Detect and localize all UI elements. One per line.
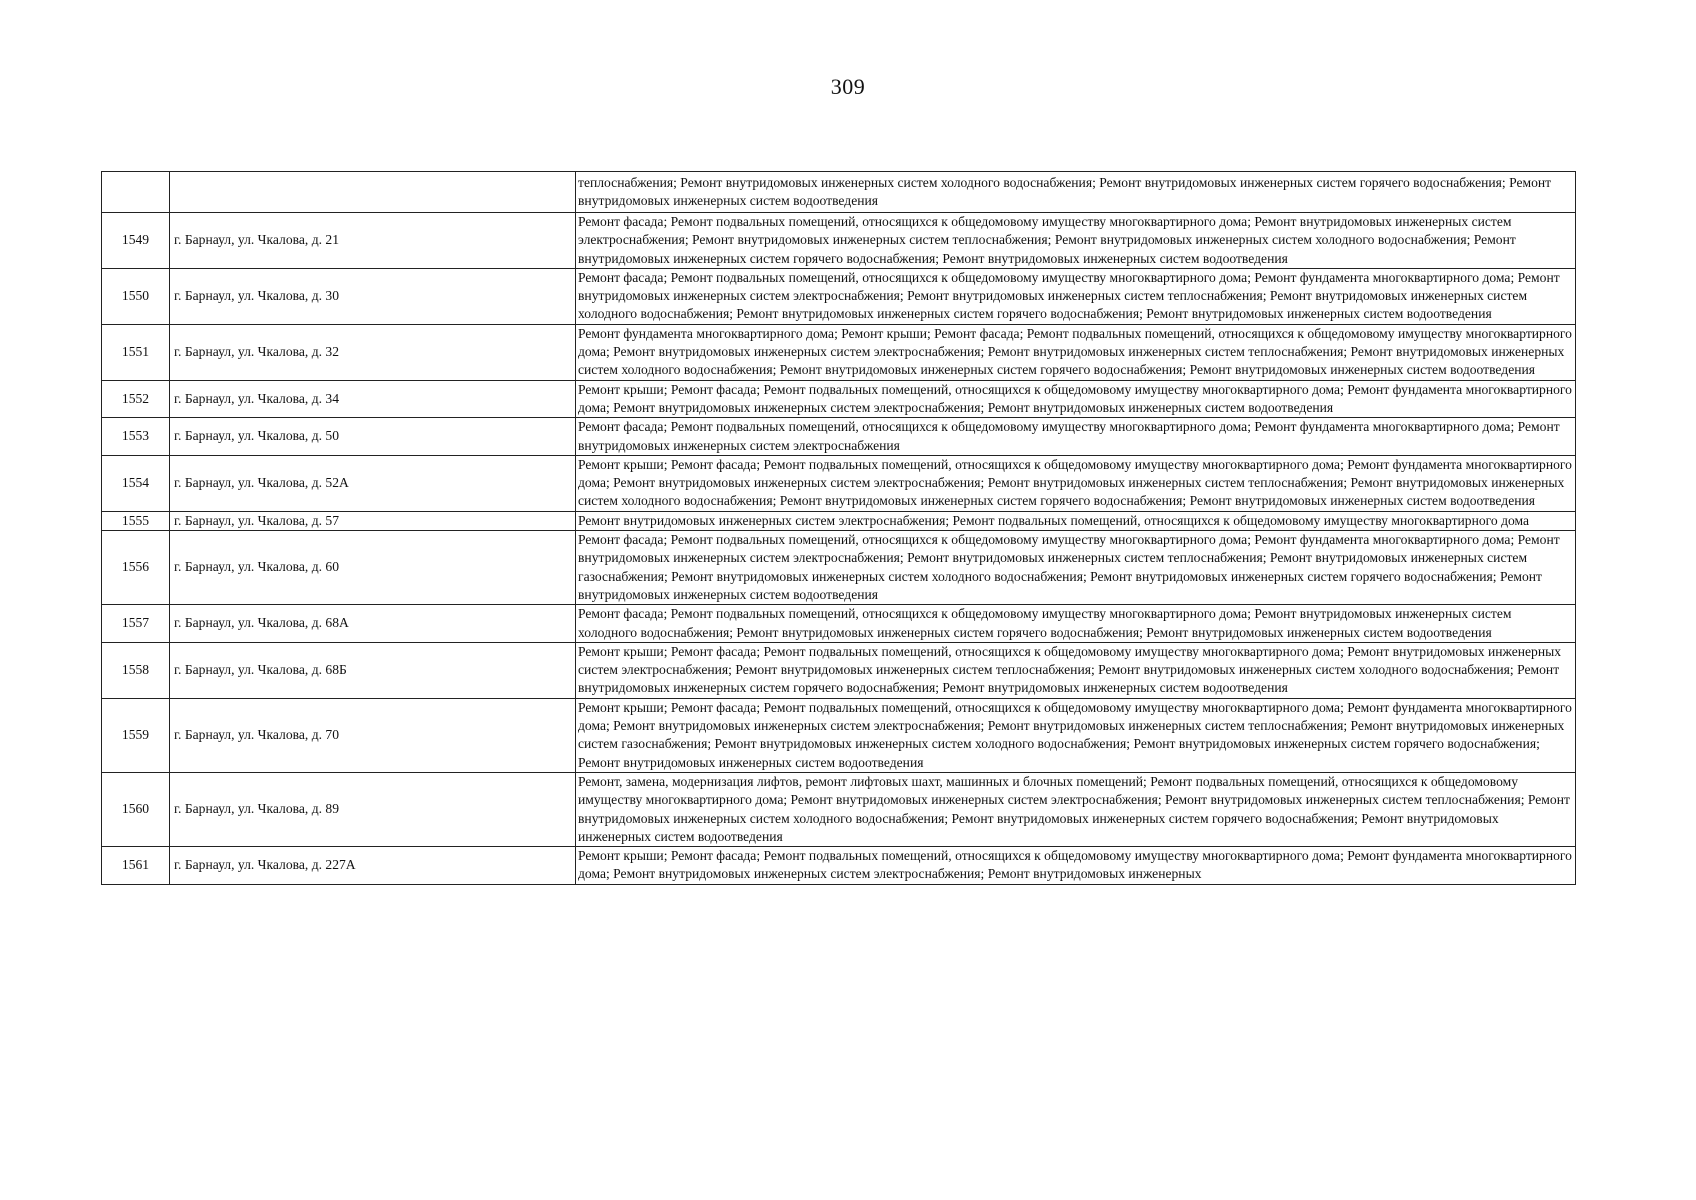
address-cell: г. Барнаул, ул. Чкалова, д. 50	[170, 418, 576, 456]
row-number-cell	[102, 172, 170, 213]
row-number-cell: 1552	[102, 380, 170, 418]
works-cell: Ремонт крыши; Ремонт фасада; Ремонт подвальных помещений, относящихся к общедомовому имуществу многоквартирного дома; Ремонт фундамента многоквартирного дома; Ремонт внутридомовых инженерных систем электроснабжения; Ремонт внутридомовых инженерных систем водоотведения	[576, 380, 1576, 418]
works-cell: Ремонт фасада; Ремонт подвальных помещений, относящихся к общедомовому имуществу многоквартирного дома; Ремонт внутридомовых инженерных систем холодного водоснабжения; Ремонт внутридомовых инженерных систем горячего водоснабжения; Ремонт внутридомовых инженерных систем водоотведения	[576, 605, 1576, 643]
table-row	[102, 772, 1576, 846]
address-cell: г. Барнаул, ул. Чкалова, д. 68А	[170, 605, 576, 643]
table-row	[102, 380, 1576, 418]
works-cell: Ремонт фасада; Ремонт подвальных помещений, относящихся к общедомовому имуществу многоквартирного дома; Ремонт фундамента многоквартирного дома; Ремонт внутридомовых инженерных систем электроснабжения	[576, 418, 1576, 456]
address-cell: г. Барнаул, ул. Чкалова, д. 89	[170, 772, 576, 846]
table-row	[102, 418, 1576, 456]
row-number-cell: 1553	[102, 418, 170, 456]
works-cell: Ремонт, замена, модернизация лифтов, ремонт лифтовых шахт, машинных и блочных помещений; Ремонт подвальных помещений, относящихся к общедомовому имуществу многоквартирного дома; Ремонт внутридомовых инженерных систем электроснабжения; Ремонт внутридомовых инженерных систем теплоснабжения; Ремонт внутридомовых инженерных систем холодного водоснабжения; Ремонт внутридомовых инженерных систем горячего водоснабжения; Ремонт внутридомовых инженерных систем водоотведения	[576, 772, 1576, 846]
table-row	[102, 455, 1576, 511]
address-cell: г. Барнаул, ул. Чкалова, д. 21	[170, 213, 576, 269]
works-cell: теплоснабжения; Ремонт внутридомовых инженерных систем холодного водоснабжения; Ремонт внутридомовых инженерных систем горячего водоснабжения; Ремонт внутридомовых инженерных систем водоотведения	[576, 172, 1576, 213]
works-cell: Ремонт фасада; Ремонт подвальных помещений, относящихся к общедомовому имуществу многоквартирного дома; Ремонт фундамента многоквартирного дома; Ремонт внутридомовых инженерных систем электроснабжения; Ремонт внутридомовых инженерных систем теплоснабжения; Ремонт внутридомовых инженерных систем холодного водоснабжения; Ремонт внутридомовых инженерных систем горячего водоснабжения; Ремонт внутридомовых инженерных систем водоотведения	[576, 268, 1576, 324]
address-cell	[170, 172, 576, 213]
address-cell: г. Барнаул, ул. Чкалова, д. 227А	[170, 847, 576, 885]
row-number-cell: 1555	[102, 511, 170, 530]
row-number-cell: 1560	[102, 772, 170, 846]
address-cell: г. Барнаул, ул. Чкалова, д. 30	[170, 268, 576, 324]
page-number: 309	[830, 74, 866, 99]
row-number-cell: 1557	[102, 605, 170, 643]
table-row	[102, 605, 1576, 643]
works-cell: Ремонт крыши; Ремонт фасада; Ремонт подвальных помещений, относящихся к общедомовому имуществу многоквартирного дома; Ремонт фундамента многоквартирного дома; Ремонт внутридомовых инженерных систем электроснабжения; Ремонт внутридомовых инженерных систем теплоснабжения; Ремонт внутридомовых инженерных систем холодного водоснабжения; Ремонт внутридомовых инженерных систем горячего водоснабжения; Ремонт внутридомовых инженерных систем водоотведения	[576, 455, 1576, 511]
table-row	[102, 511, 1576, 530]
table-row	[102, 698, 1576, 772]
works-cell: Ремонт крыши; Ремонт фасада; Ремонт подвальных помещений, относящихся к общедомовому имуществу многоквартирного дома; Ремонт фундамента многоквартирного дома; Ремонт внутридомовых инженерных систем электроснабжения; Ремонт внутридомовых инженерных	[576, 847, 1576, 885]
address-cell: г. Барнаул, ул. Чкалова, д. 68Б	[170, 642, 576, 698]
works-cell: Ремонт крыши; Ремонт фасада; Ремонт подвальных помещений, относящихся к общедомовому имуществу многоквартирного дома; Ремонт внутридомовых инженерных систем электроснабжения; Ремонт внутридомовых инженерных систем теплоснабжения; Ремонт внутридомовых инженерных систем холодного водоснабжения; Ремонт внутридомовых инженерных систем горячего водоснабжения; Ремонт внутридомовых инженерных систем водоотведения	[576, 642, 1576, 698]
table-row	[102, 324, 1576, 380]
works-cell: Ремонт внутридомовых инженерных систем электроснабжения; Ремонт подвальных помещений, относящихся к общедомовому имуществу многоквартирного дома	[576, 511, 1576, 530]
repair-works-table	[101, 171, 1576, 885]
works-cell: Ремонт фасада; Ремонт подвальных помещений, относящихся к общедомовому имуществу многоквартирного дома; Ремонт фундамента многоквартирного дома; Ремонт внутридомовых инженерных систем электроснабжения; Ремонт внутридомовых инженерных систем теплоснабжения; Ремонт внутридомовых инженерных систем газоснабжения; Ремонт внутридомовых инженерных систем холодного водоснабжения; Ремонт внутридомовых инженерных систем горячего водоснабжения; Ремонт внутридомовых инженерных систем водоотведения	[576, 531, 1576, 605]
table-row	[102, 213, 1576, 269]
works-cell: Ремонт фундамента многоквартирного дома; Ремонт крыши; Ремонт фасада; Ремонт подвальных помещений, относящихся к общедомовому имуществу многоквартирного дома; Ремонт внутридомовых инженерных систем электроснабжения; Ремонт внутридомовых инженерных систем теплоснабжения; Ремонт внутридомовых инженерных систем холодного водоснабжения; Ремонт внутридомовых инженерных систем горячего водоснабжения; Ремонт внутридомовых инженерных систем водоотведения	[576, 324, 1576, 380]
address-cell: г. Барнаул, ул. Чкалова, д. 60	[170, 531, 576, 605]
row-number-cell: 1559	[102, 698, 170, 772]
row-number-cell: 1550	[102, 268, 170, 324]
row-number-cell: 1551	[102, 324, 170, 380]
works-cell: Ремонт фасада; Ремонт подвальных помещений, относящихся к общедомовому имуществу многоквартирного дома; Ремонт внутридомовых инженерных систем электроснабжения; Ремонт внутридомовых инженерных систем теплоснабжения; Ремонт внутридомовых инженерных систем холодного водоснабжения; Ремонт внутридомовых инженерных систем горячего водоснабжения; Ремонт внутридомовых инженерных систем водоотведения	[576, 213, 1576, 269]
row-number-cell: 1558	[102, 642, 170, 698]
row-number-cell: 1554	[102, 455, 170, 511]
address-cell: г. Барнаул, ул. Чкалова, д. 70	[170, 698, 576, 772]
address-cell: г. Барнаул, ул. Чкалова, д. 34	[170, 380, 576, 418]
works-cell: Ремонт крыши; Ремонт фасада; Ремонт подвальных помещений, относящихся к общедомовому имуществу многоквартирного дома; Ремонт фундамента многоквартирного дома; Ремонт внутридомовых инженерных систем электроснабжения; Ремонт внутридомовых инженерных систем теплоснабжения; Ремонт внутридомовых инженерных систем газоснабжения; Ремонт внутридомовых инженерных систем холодного водоснабжения; Ремонт внутридомовых инженерных систем горячего водоснабжения; Ремонт внутридомовых инженерных систем водоотведения	[576, 698, 1576, 772]
address-cell: г. Барнаул, ул. Чкалова, д. 52А	[170, 455, 576, 511]
row-number-cell: 1549	[102, 213, 170, 269]
table-row	[102, 642, 1576, 698]
table-row	[102, 847, 1576, 885]
table-row-continuation	[102, 172, 1576, 213]
table-row	[102, 531, 1576, 605]
address-cell: г. Барнаул, ул. Чкалова, д. 57	[170, 511, 576, 530]
row-number-cell: 1561	[102, 847, 170, 885]
address-cell: г. Барнаул, ул. Чкалова, д. 32	[170, 324, 576, 380]
table-row	[102, 268, 1576, 324]
row-number-cell: 1556	[102, 531, 170, 605]
